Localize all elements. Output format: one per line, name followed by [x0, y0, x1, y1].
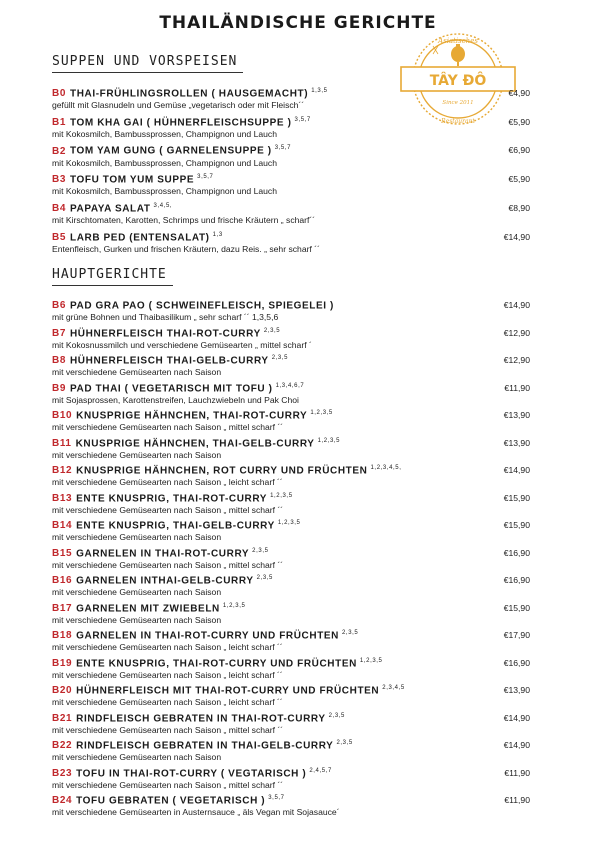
menu-item	[52, 765, 552, 791]
menu-item-description: mit verschiedene Gemüsearten nach Saison „ mittel scharf ´´	[52, 779, 284, 790]
menu-item	[52, 85, 552, 111]
allergen-codes: 1,3	[212, 231, 223, 238]
menu-item-code: B1	[52, 117, 66, 129]
menu-item-code: B3	[52, 174, 66, 186]
allergen-codes: 3,5,7	[197, 174, 214, 181]
menu-item	[52, 517, 552, 543]
menu-item-description: mit grüne Bohnen und Thaibasilikum „ sehr scharf ´´ 1,3,5,6	[52, 312, 279, 323]
menu-item-name	[52, 325, 552, 340]
allergen-codes: 2,3,5	[271, 355, 289, 361]
menu-item-price: €8,90	[508, 202, 530, 213]
allergen-codes: 3,4,5,	[153, 202, 173, 209]
menu-item-price: €14,90	[503, 712, 530, 723]
menu-item-code: B5	[52, 231, 66, 243]
menu-item	[52, 297, 552, 323]
menu-item-title: THAI-FRÜHLINGSROLLEN ( HAUSGEMACHT)	[69, 88, 309, 100]
menu-item-code: B24	[52, 795, 73, 807]
allergen-codes: 2,3,5	[328, 712, 345, 719]
menu-item-title: HÜHNERFLEISCH THAI-GELB-CURRY	[69, 355, 269, 367]
allergen-codes: 3,5,7	[294, 116, 311, 123]
allergen-codes: 3,5,7	[268, 795, 285, 801]
menu-item-code: B14	[52, 520, 73, 532]
menu-item-title: TOFU IN THAI-ROT-CURRY ( VEGTARISCH )	[76, 767, 307, 779]
allergen-codes: 2,4,5,7	[309, 767, 332, 774]
menu-item-price: €16,90	[503, 547, 530, 558]
allergen-codes: 2,3,5	[336, 740, 353, 746]
menu-item-description: mit verschiedene Gemüsearten nach Saison „ leicht scharf ´´	[52, 642, 283, 653]
allergen-codes: 2,3,5	[342, 630, 359, 636]
allergen-codes: 1,3,4,6,7	[275, 382, 305, 389]
menu-item-price: €13,90	[503, 410, 530, 420]
menu-item-code: B13	[52, 492, 73, 504]
menu-item-name	[52, 407, 552, 422]
menu-item-price: €16,90	[503, 657, 530, 668]
menu-item	[52, 200, 552, 226]
menu-item-name	[52, 490, 552, 505]
menu-item-description: mit Kokosnussmilch und verschiedene Gemüsearten „ mittel scharf ´	[52, 339, 312, 350]
menu-item-name	[52, 792, 552, 807]
menu-item-price: €12,90	[503, 327, 530, 338]
menu-item	[52, 380, 552, 406]
menu-item-description: mit Kirschtomaten, Karotten, Schrimps und frische Kräutern „ scharf´´	[52, 215, 316, 226]
menu-item-price: €14,90	[503, 740, 530, 750]
section-underline	[52, 285, 173, 286]
menu-item-code: B12	[52, 465, 73, 477]
menu-item-code: B23	[52, 767, 73, 779]
section-underline	[52, 72, 243, 73]
menu-item	[52, 435, 552, 461]
menu-item	[52, 737, 552, 763]
menu-item-title: GARNELEN IN THAI-ROT-CURRY	[76, 547, 250, 559]
menu-item-title: RINDFLEISCH GEBRATEN IN THAI-GELB-CURRY	[76, 740, 334, 752]
menu-item-price: €14,90	[503, 465, 530, 475]
menu-item-price: €6,90	[508, 145, 530, 156]
menu-item-code: B21	[52, 712, 73, 724]
page-title: THAILÄNDISCHE GERICHTE	[159, 13, 437, 33]
menu-item	[52, 572, 552, 598]
menu-item-title: PAD THAI ( VEGETARISCH MIT TOFU )	[69, 382, 273, 394]
menu-item	[52, 114, 552, 140]
menu-item-name	[52, 229, 552, 244]
allergen-codes: 2,3,5	[256, 575, 273, 581]
menu-item-price: €12,90	[503, 355, 530, 365]
menu-item	[52, 325, 552, 351]
menu-item-price: €15,90	[503, 602, 530, 613]
menu-item-description: mit verschiedene Gemüsearten nach Saison	[52, 449, 222, 460]
svg-text:TÂY ĐÔ: TÂY ĐÔ	[429, 73, 487, 89]
section-heading: HAUPTGERICHTE	[52, 267, 167, 282]
menu-item-description: gefüllt mit Glasnudeln und Gemüse „vegetarisch oder mit Fleisch´´	[52, 100, 305, 111]
menu-item-description: mit Kokosmilch, Bambussprossen, Champignon und Lauch	[52, 157, 277, 168]
menu-item	[52, 142, 552, 168]
menu-item-price: €17,90	[503, 630, 530, 640]
menu-item-name	[52, 627, 552, 642]
menu-item-name	[52, 545, 552, 560]
lantern-icon	[451, 44, 465, 66]
svg-text:Since 2011: Since 2011	[442, 100, 474, 106]
allergen-codes: 1,2,3,4,5,	[370, 465, 402, 471]
menu-item-name	[52, 655, 552, 670]
menu-item	[52, 171, 552, 197]
menu-item-name	[52, 710, 552, 725]
allergen-codes: 1,2,3,5	[277, 520, 301, 526]
section-heading: SUPPEN UND VORSPEISEN	[52, 54, 238, 69]
menu-item-description: mit verschiedene Gemüsearten nach Saison „ mittel scharf ´´	[52, 559, 284, 570]
menu-item	[52, 792, 552, 818]
menu-item-price: €13,90	[503, 437, 530, 448]
menu-item-description: mit verschiedene Gemüsearten nach Saison	[52, 752, 222, 763]
menu-item-code: B2	[52, 145, 66, 157]
menu-item	[52, 655, 552, 681]
menu-item-price: €15,90	[503, 492, 530, 503]
menu-item-code: B0	[52, 88, 66, 100]
menu-item-name	[52, 435, 552, 450]
menu-item-title: KNUSPRIGE HÄHNCHEN, THAI-GELB-CURRY	[75, 437, 315, 449]
menu-item-price: €11,90	[504, 382, 530, 393]
menu-item-code: B20	[52, 685, 73, 697]
allergen-codes: 1,2,3,5	[222, 602, 246, 609]
menu-item-price: €4,90	[508, 88, 530, 98]
menu-item-price: €14,90	[503, 231, 530, 242]
menu-item	[52, 462, 552, 488]
menu-item-code: B22	[52, 740, 73, 752]
menu-item-title: TOFU TOM YUM SUPPE	[69, 174, 195, 186]
allergen-codes: 2,3,5	[252, 547, 269, 554]
menu-item-title: PAPAYA SALAT	[69, 203, 151, 215]
menu-item-description: mit verschiedene Gemüsearten nach Saison „ mittel scharf ´´	[52, 504, 284, 515]
allergen-codes: 3,5,7	[274, 145, 292, 152]
svg-text:Restaurant: Restaurant	[441, 118, 475, 125]
menu-item-description: mit verschiedene Gemüsearten nach Saison	[52, 614, 222, 625]
menu-item	[52, 682, 552, 708]
menu-item-description: mit verschiedene Gemüsearten nach Saison	[52, 587, 222, 598]
menu-item-title: GARNELEN INTHAI-GELB-CURRY	[76, 575, 254, 587]
menu-item-code: B10	[52, 410, 73, 422]
menu-item-title: ENTE KNUSPRIG, THAI-ROT-CURRY UND FRÜCHTEN	[76, 657, 357, 669]
menu-item-description: mit verschiedene Gemüsearten nach Saison	[52, 532, 222, 543]
menu-item-title: PAD GRA PAO ( SCHWEINEFLEISCH, SPIEGELEI )	[69, 300, 334, 312]
allergen-codes: 1,2,3,5	[270, 492, 293, 499]
menu-item-title: HÜHNERFLEISCH MIT THAI-ROT-CURRY UND FRÜCHTEN	[76, 685, 380, 697]
menu-item-name	[52, 765, 552, 780]
menu-item-description: mit verschiedene Gemüsearten nach Saison „ leicht scharf ´´	[52, 697, 283, 708]
menu-item	[52, 545, 552, 571]
allergen-codes: 2,3,4,5	[382, 685, 405, 691]
svg-text:Asiatisches: Asiatisches	[438, 37, 478, 45]
menu-item	[52, 407, 552, 433]
menu-item-code: B8	[52, 355, 66, 367]
menu-item-code: B11	[52, 437, 72, 449]
menu-item-name	[52, 380, 552, 395]
menu-item-price: €13,90	[503, 685, 530, 695]
menu-item-code: B9	[52, 382, 66, 394]
menu-item-name	[52, 517, 552, 532]
menu-item-description: Entenfleisch, Gurken und frischen Kräutern, dazu Reis. „ sehr scharf ´´	[52, 243, 320, 254]
menu-item	[52, 490, 552, 516]
menu-item-name	[52, 572, 552, 587]
menu-item-description: mit verschiedene Gemüsearten nach Saison „ mittel scharf ´´	[52, 724, 284, 735]
allergen-codes: 1,2,3,5	[359, 657, 383, 664]
menu-item-name	[52, 462, 552, 477]
menu-item-name	[52, 737, 552, 752]
menu-item-code: B18	[52, 630, 73, 642]
menu-item-description: mit verschiedene Gemüsearten nach Saison „ leicht scharf ´´	[52, 669, 283, 680]
menu-item-code: B17	[52, 602, 73, 614]
menu-item-price: €14,90	[503, 300, 530, 310]
menu-item-name	[52, 682, 552, 697]
menu-item-name	[52, 352, 552, 367]
allergen-codes: 1,2,3,5	[310, 410, 333, 416]
menu-item-title: ENTE KNUSPRIG, THAI-ROT-CURRY	[76, 492, 268, 504]
menu-item-description: mit Kokosmilch, Bambussprossen, Champignon und Lauch	[52, 129, 277, 140]
menu-item-title: TOM YAM GUNG ( GARNELENSUPPE )	[69, 145, 272, 157]
menu-item-name	[52, 171, 552, 186]
menu-item-code: B19	[52, 657, 73, 669]
menu-item-price: €16,90	[503, 575, 530, 585]
menu-item-name	[52, 600, 552, 615]
menu-item-code: B16	[52, 575, 73, 587]
menu-item-price: €11,90	[504, 767, 530, 778]
allergen-codes: 1,2,3,5	[317, 437, 341, 444]
menu-item-title: RINDFLEISCH GEBRATEN IN THAI-ROT-CURRY	[76, 712, 326, 724]
allergen-codes: 1,3,5	[311, 88, 328, 94]
menu-item	[52, 229, 552, 255]
menu-item-title: TOM KHA GAI ( HÜHNERFLEISCHSUPPE )	[69, 117, 292, 129]
menu-item-description: mit verschiedene Gemüsearten nach Saison	[52, 367, 222, 378]
menu-item-name	[52, 297, 552, 312]
menu-item-title: HÜHNERFLEISCH THAI-ROT-CURRY	[69, 327, 261, 339]
allergen-codes: 2,3,5	[263, 327, 281, 334]
menu-item-price: €5,90	[508, 174, 530, 185]
menu-item-description: mit verschiedene Gemüsearten nach Saison „ leicht scharf ´´	[52, 477, 283, 488]
menu-item-code: B7	[52, 327, 66, 339]
menu-item-title: KNUSPRIGE HÄHNCHEN, ROT CURRY UND FRÜCHTEN	[76, 465, 368, 477]
menu-item-title: GARNELEN MIT ZWIEBELN	[76, 602, 220, 614]
menu-item-code: B4	[52, 203, 66, 215]
menu-item-code: B6	[52, 300, 66, 312]
menu-item-description: mit Sojasprossen, Karottenstreifen, Lauchzwiebeln und Pak Choi	[52, 394, 299, 405]
menu-item-title: KNUSPRIGE HÄHNCHEN, THAI-ROT-CURRY	[76, 410, 308, 422]
menu-item-price: €5,90	[508, 116, 530, 127]
menu-item-name	[52, 200, 552, 215]
menu-item-name	[52, 85, 552, 100]
menu-item-title: LARB PED (ENTENSALAT)	[69, 231, 210, 243]
menu-item-title: ENTE KNUSPRIG, THAI-GELB-CURRY	[76, 520, 275, 532]
menu-item	[52, 627, 552, 653]
menu-item-title: TOFU GEBRATEN ( VEGETARISCH )	[76, 795, 266, 807]
menu-item-description: mit verschiedene Gemüsearten in Austernsauce „ äls Vegan mit Sojasauce´	[52, 807, 340, 818]
menu-item	[52, 710, 552, 736]
menu-item-description: mit Kokosmilch, Bambussprossen, Champignon und Lauch	[52, 186, 277, 197]
menu-item-price: €15,90	[503, 520, 530, 530]
menu-item-title: GARNELEN IN THAI-ROT-CURRY UND FRÜCHTEN	[76, 630, 339, 642]
menu-item	[52, 600, 552, 626]
menu-item-name	[52, 142, 552, 157]
menu-item-description: mit verschiedene Gemüsearten nach Saison „ mittel scharf ´´	[52, 422, 284, 433]
menu-item-name	[52, 114, 552, 129]
menu-item-code: B15	[52, 547, 73, 559]
menu-item-price: €11,90	[504, 795, 530, 805]
menu-item	[52, 352, 552, 378]
